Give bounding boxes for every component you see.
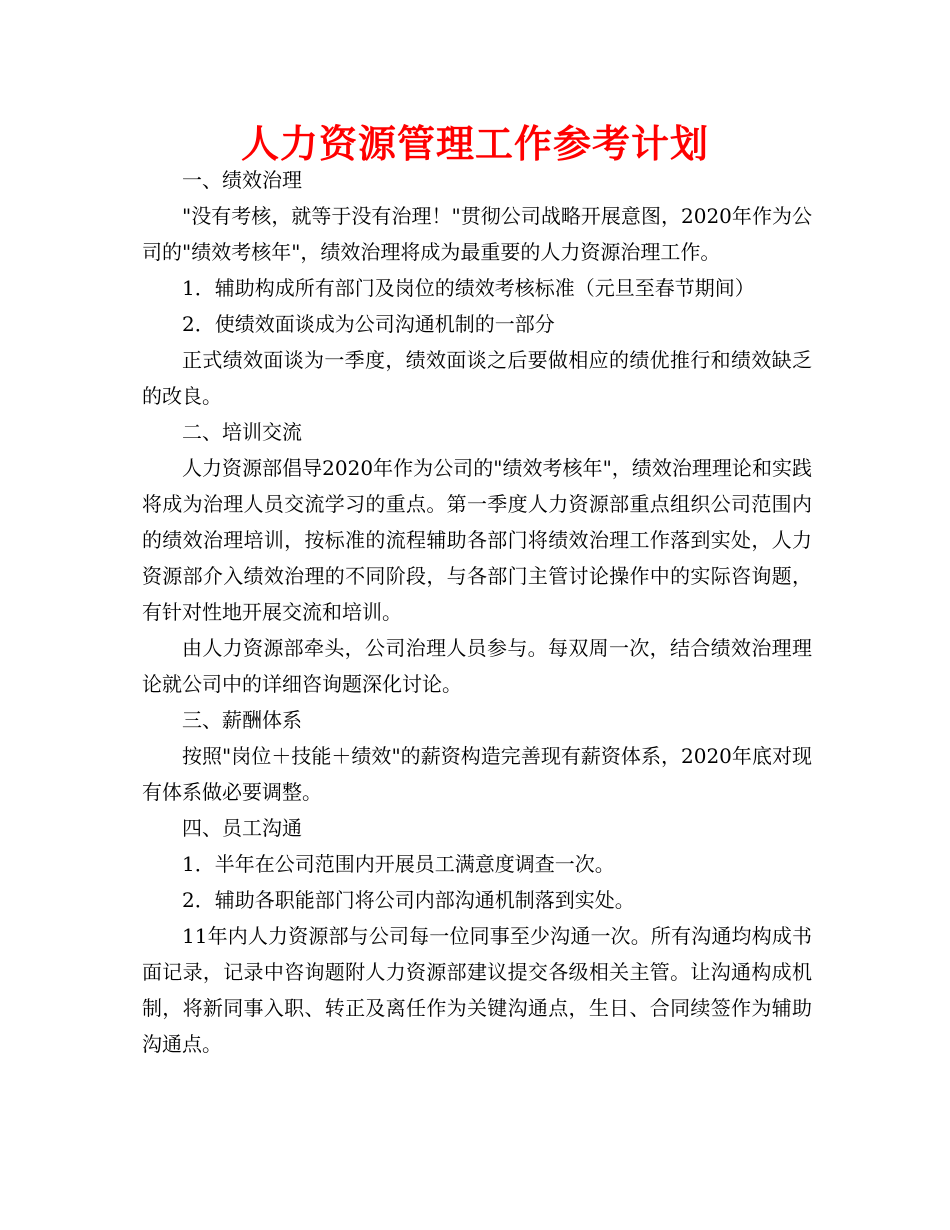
document-body	[142, 162, 812, 1062]
list-item: 1．辅助构成所有部门及岗位的绩效考核标准（元旦至春节期间）	[182, 276, 755, 300]
section-heading-training: 二、培训交流	[182, 420, 302, 444]
section-heading-performance: 一、绩效治理	[182, 168, 302, 192]
paragraph: "没有考核，就等于没有治理！"贯彻公司战略开展意图，2020年作为公司的"绩效考核年"，绩效治理将成为最重要的人力资源治理工作。	[142, 204, 812, 264]
list-item: 2．使绩效面谈成为公司沟通机制的一部分	[182, 312, 555, 336]
list-item: 1．半年在公司范围内开展员工满意度调查一次。	[182, 852, 615, 876]
section-heading-compensation: 三、薪酬体系	[182, 708, 302, 732]
paragraph: 由人力资源部牵头，公司治理人员参与。每双周一次，结合绩效治理理论就公司中的详细咨询题深化讨论。	[142, 636, 812, 696]
paragraph: 11年内人力资源部与公司每一位同事至少沟通一次。所有沟通均构成书面记录，记录中咨询题附人力资源部建议提交各级相关主管。让沟通构成机制，将新同事入职、转正及离任作为关键沟通点，生日、合同续签作为辅助沟通点。	[142, 924, 812, 1056]
list-item: 2．辅助各职能部门将公司内部沟通机制落到实处。	[182, 888, 635, 912]
paragraph: 按照"岗位＋技能＋绩效"的薪资构造完善现有薪资体系，2020年底对现有体系做必要调整。	[142, 744, 812, 804]
document-title: 人力资源管理工作参考计划	[240, 122, 709, 166]
paragraph: 人力资源部倡导2020年作为公司的"绩效考核年"，绩效治理理论和实践将成为治理人员交流学习的重点。第一季度人力资源部重点组织公司范围内的绩效治理培训，按标准的流程辅助各部门将绩效治理工作落到实处，人力资源部介入绩效治理的不同阶段，与各部门主管讨论操作中的实际咨询题，有针对性地开展交流和培训。	[142, 456, 812, 624]
section-heading-communication: 四、员工沟通	[182, 816, 302, 840]
paragraph: 正式绩效面谈为一季度，绩效面谈之后要做相应的绩优推行和绩效缺乏的改良。	[142, 348, 812, 408]
